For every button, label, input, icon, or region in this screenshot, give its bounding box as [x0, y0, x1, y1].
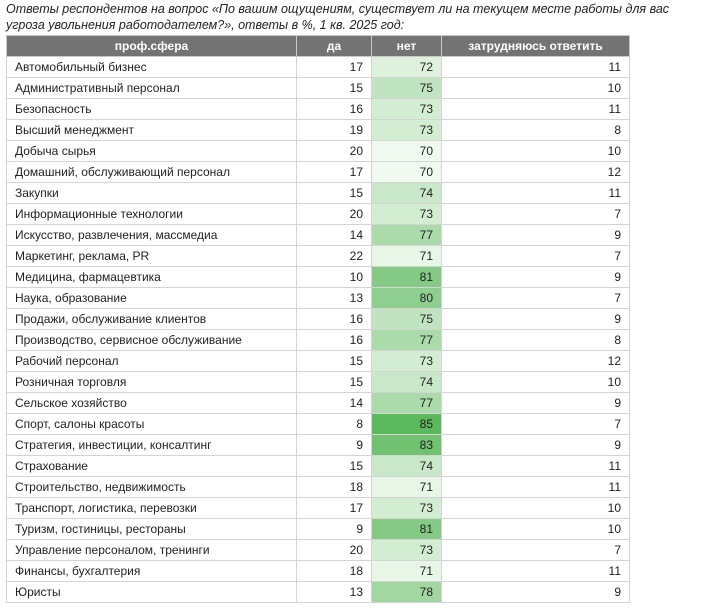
- table-row: [7, 162, 630, 183]
- row-sphere-cell: Транспорт, логистика, перевозки: [7, 498, 297, 519]
- row-sphere-cell: Домашний, обслуживающий персонал: [7, 162, 297, 183]
- table-caption: Ответы респондентов на вопрос «По вашим ощущениям, существует ли на текущем месте работы для вас угроза увольнения работодателем?», ответы в %, 1 кв. 2025 год:: [6, 2, 670, 32]
- row-sphere-cell: Безопасность: [7, 99, 297, 120]
- table-row: [7, 498, 630, 519]
- row-yes-cell: 17: [297, 57, 372, 78]
- table-row: [7, 204, 630, 225]
- row-hard-cell: 12: [442, 162, 630, 183]
- row-no-cell: 85: [372, 414, 442, 435]
- table-row: [7, 519, 630, 540]
- row-hard-cell: 10: [442, 141, 630, 162]
- row-sphere-cell: Розничная торговля: [7, 372, 297, 393]
- table-row: [7, 99, 630, 120]
- row-yes-cell: 8: [297, 414, 372, 435]
- row-yes-cell: 10: [297, 267, 372, 288]
- table-row: [7, 435, 630, 456]
- row-no-cell: 73: [372, 99, 442, 120]
- row-yes-cell: 16: [297, 309, 372, 330]
- row-no-cell: 70: [372, 141, 442, 162]
- row-sphere-cell: Сельское хозяйство: [7, 393, 297, 414]
- header-hard: затрудняюсь ответить: [442, 36, 630, 57]
- row-sphere-cell: Автомобильный бизнес: [7, 57, 297, 78]
- row-hard-cell: 7: [442, 288, 630, 309]
- row-hard-cell: 11: [442, 57, 630, 78]
- row-sphere-cell: Управление персоналом, тренинги: [7, 540, 297, 561]
- row-yes-cell: 20: [297, 141, 372, 162]
- table-row: [7, 141, 630, 162]
- row-hard-cell: 11: [442, 456, 630, 477]
- table-row: [7, 477, 630, 498]
- header-yes: да: [297, 36, 372, 57]
- row-yes-cell: 15: [297, 78, 372, 99]
- table-body: [7, 57, 630, 603]
- row-hard-cell: 9: [442, 435, 630, 456]
- row-no-cell: 73: [372, 498, 442, 519]
- table-row: [7, 351, 630, 372]
- row-hard-cell: 9: [442, 267, 630, 288]
- row-yes-cell: 19: [297, 120, 372, 141]
- row-yes-cell: 18: [297, 561, 372, 582]
- row-yes-cell: 15: [297, 351, 372, 372]
- table-header-row: [7, 36, 630, 57]
- row-yes-cell: 16: [297, 99, 372, 120]
- row-hard-cell: 7: [442, 540, 630, 561]
- row-yes-cell: 16: [297, 330, 372, 351]
- row-yes-cell: 17: [297, 498, 372, 519]
- table-row: [7, 183, 630, 204]
- row-yes-cell: 22: [297, 246, 372, 267]
- table-row: [7, 267, 630, 288]
- table-row: [7, 120, 630, 141]
- row-hard-cell: 8: [442, 120, 630, 141]
- row-hard-cell: 9: [442, 225, 630, 246]
- row-hard-cell: 9: [442, 309, 630, 330]
- row-sphere-cell: Туризм, гостиницы, рестораны: [7, 519, 297, 540]
- row-yes-cell: 13: [297, 288, 372, 309]
- table-row: [7, 57, 630, 78]
- row-no-cell: 80: [372, 288, 442, 309]
- row-hard-cell: 12: [442, 351, 630, 372]
- row-sphere-cell: Медицина, фармацевтика: [7, 267, 297, 288]
- row-yes-cell: 17: [297, 162, 372, 183]
- row-sphere-cell: Страхование: [7, 456, 297, 477]
- row-no-cell: 73: [372, 204, 442, 225]
- row-hard-cell: 11: [442, 99, 630, 120]
- header-sphere: проф.сфера: [7, 36, 297, 57]
- row-yes-cell: 18: [297, 477, 372, 498]
- row-sphere-cell: Рабочий персонал: [7, 351, 297, 372]
- table-row: [7, 330, 630, 351]
- row-sphere-cell: Финансы, бухгалтерия: [7, 561, 297, 582]
- row-yes-cell: 9: [297, 519, 372, 540]
- row-sphere-cell: Юристы: [7, 582, 297, 603]
- row-hard-cell: 10: [442, 78, 630, 99]
- row-no-cell: 81: [372, 267, 442, 288]
- row-no-cell: 77: [372, 330, 442, 351]
- row-sphere-cell: Добыча сырья: [7, 141, 297, 162]
- row-yes-cell: 20: [297, 540, 372, 561]
- table-row: [7, 288, 630, 309]
- row-no-cell: 77: [372, 393, 442, 414]
- row-no-cell: 71: [372, 561, 442, 582]
- row-hard-cell: 11: [442, 183, 630, 204]
- row-yes-cell: 14: [297, 393, 372, 414]
- table-row: [7, 309, 630, 330]
- row-sphere-cell: Искусство, развлечения, массмедиа: [7, 225, 297, 246]
- row-yes-cell: 9: [297, 435, 372, 456]
- survey-table: [6, 35, 630, 603]
- row-no-cell: 71: [372, 246, 442, 267]
- row-hard-cell: 11: [442, 477, 630, 498]
- row-no-cell: 72: [372, 57, 442, 78]
- table-row: [7, 561, 630, 582]
- row-no-cell: 74: [372, 456, 442, 477]
- row-hard-cell: 7: [442, 204, 630, 225]
- row-yes-cell: 20: [297, 204, 372, 225]
- row-yes-cell: 15: [297, 372, 372, 393]
- row-sphere-cell: Производство, сервисное обслуживание: [7, 330, 297, 351]
- row-no-cell: 71: [372, 477, 442, 498]
- row-sphere-cell: Административный персонал: [7, 78, 297, 99]
- table-row: [7, 582, 630, 603]
- row-no-cell: 75: [372, 309, 442, 330]
- header-no: нет: [372, 36, 442, 57]
- row-sphere-cell: Продажи, обслуживание клиентов: [7, 309, 297, 330]
- table-row: [7, 540, 630, 561]
- row-yes-cell: 15: [297, 456, 372, 477]
- row-no-cell: 74: [372, 372, 442, 393]
- row-no-cell: 74: [372, 183, 442, 204]
- row-hard-cell: 10: [442, 519, 630, 540]
- table-row: [7, 456, 630, 477]
- table-row: [7, 393, 630, 414]
- row-hard-cell: 8: [442, 330, 630, 351]
- table-row: [7, 246, 630, 267]
- row-sphere-cell: Закупки: [7, 183, 297, 204]
- row-no-cell: 78: [372, 582, 442, 603]
- row-no-cell: 70: [372, 162, 442, 183]
- row-no-cell: 81: [372, 519, 442, 540]
- row-sphere-cell: Стратегия, инвестиции, консалтинг: [7, 435, 297, 456]
- row-sphere-cell: Спорт, салоны красоты: [7, 414, 297, 435]
- row-sphere-cell: Информационные технологии: [7, 204, 297, 225]
- row-hard-cell: 7: [442, 246, 630, 267]
- row-yes-cell: 15: [297, 183, 372, 204]
- row-no-cell: 77: [372, 225, 442, 246]
- row-sphere-cell: Наука, образование: [7, 288, 297, 309]
- row-no-cell: 83: [372, 435, 442, 456]
- row-no-cell: 73: [372, 120, 442, 141]
- row-hard-cell: 10: [442, 372, 630, 393]
- row-sphere-cell: Высший менеджмент: [7, 120, 297, 141]
- row-yes-cell: 14: [297, 225, 372, 246]
- row-hard-cell: 11: [442, 561, 630, 582]
- table-row: [7, 78, 630, 99]
- table-row: [7, 414, 630, 435]
- row-hard-cell: 10: [442, 498, 630, 519]
- row-no-cell: 73: [372, 351, 442, 372]
- row-hard-cell: 9: [442, 393, 630, 414]
- row-hard-cell: 7: [442, 414, 630, 435]
- row-no-cell: 75: [372, 78, 442, 99]
- row-no-cell: 73: [372, 540, 442, 561]
- table-row: [7, 225, 630, 246]
- row-hard-cell: 9: [442, 582, 630, 603]
- row-sphere-cell: Маркетинг, реклама, PR: [7, 246, 297, 267]
- table-row: [7, 372, 630, 393]
- row-yes-cell: 13: [297, 582, 372, 603]
- row-sphere-cell: Строительство, недвижимость: [7, 477, 297, 498]
